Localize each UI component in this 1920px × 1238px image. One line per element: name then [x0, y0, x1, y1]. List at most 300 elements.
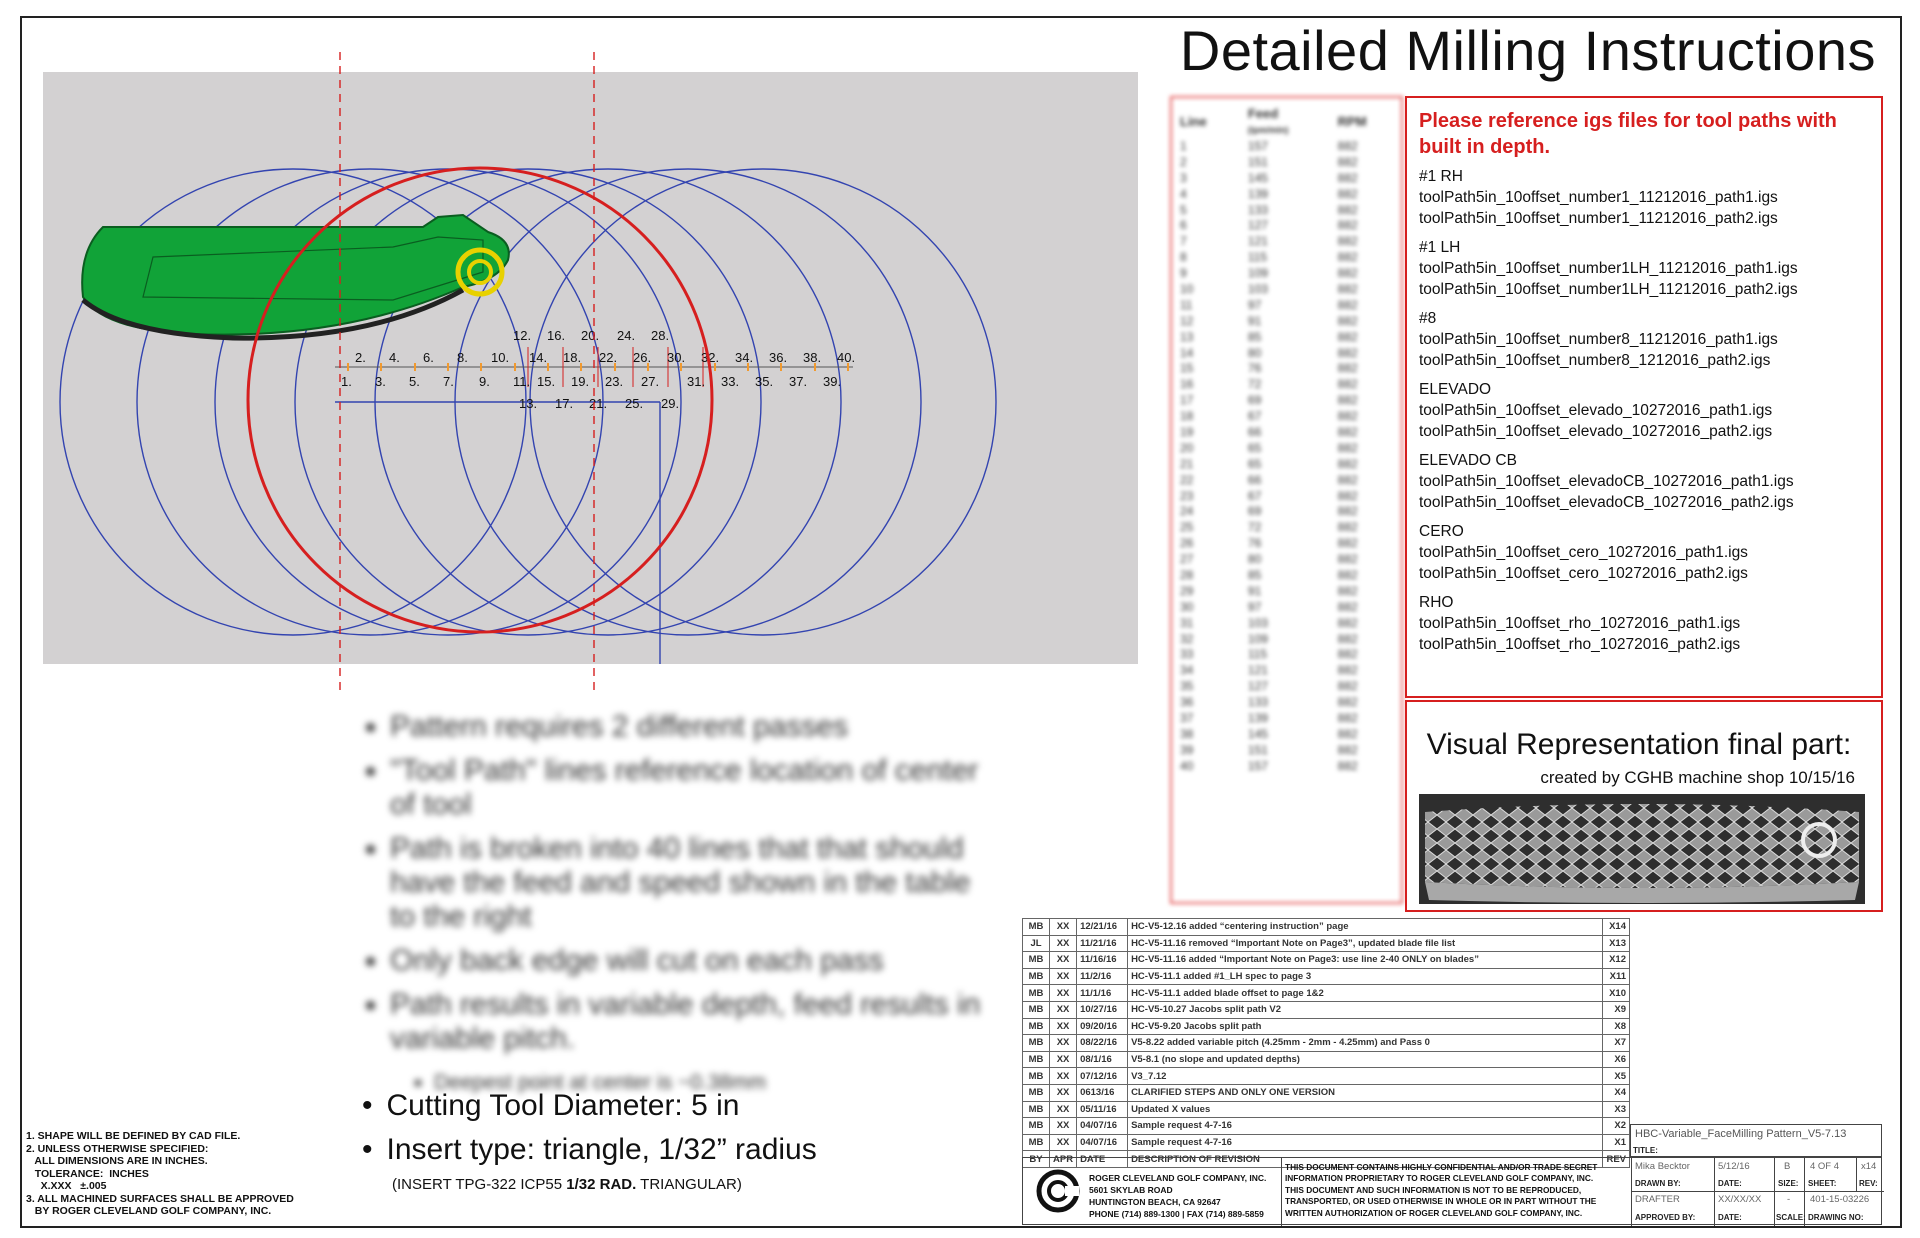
feed-row — [1172, 678, 1401, 694]
revision-cell: XX — [1050, 952, 1077, 969]
feed-cell: 97 — [1247, 297, 1262, 312]
instruction-item: • Pattern requires 2 different passes — [390, 710, 982, 744]
revision-row — [1023, 1118, 1630, 1135]
feed-speed-table — [1170, 96, 1403, 904]
feed-row — [1172, 424, 1401, 440]
feed-cell: 121 — [1247, 234, 1268, 249]
revision-cell: XX — [1050, 919, 1077, 936]
feed-cell: 115 — [1247, 250, 1268, 265]
note-line: 1. SHAPE WILL BE DEFINED BY CAD FILE. — [26, 1130, 241, 1142]
revision-row — [1023, 1068, 1630, 1085]
reference-group — [1419, 308, 1869, 371]
note-line: ALL DIMENSIONS ARE IN INCHES. — [26, 1155, 208, 1167]
feed-row — [1172, 758, 1401, 774]
feed-cell: 66 — [1247, 472, 1262, 487]
feed-cell: 103 — [1247, 281, 1268, 296]
feed-cell: 882 — [1337, 695, 1358, 710]
feed-cell: 72 — [1247, 377, 1262, 392]
revision-cell: 07/12/16 — [1077, 1068, 1128, 1085]
path-line-label: 9. — [479, 374, 490, 389]
reference-group-name: #8 — [1419, 310, 1437, 327]
feed-cell: 26 — [1180, 536, 1194, 551]
feed-row — [1172, 615, 1401, 631]
feed-cell: 115 — [1247, 647, 1268, 662]
revision-cell: MB — [1023, 952, 1050, 969]
feed-cell: 33 — [1180, 647, 1194, 662]
feed-cell: 16 — [1180, 377, 1194, 392]
feed-cell: 14 — [1180, 345, 1194, 360]
feed-cell: 139 — [1247, 186, 1268, 201]
revision-cell: XX — [1050, 1051, 1077, 1068]
path-line-label: 1. — [341, 374, 352, 389]
path-line-label: 21. — [589, 396, 608, 411]
feed-row — [1172, 297, 1401, 313]
revision-cell: X10 — [1603, 985, 1630, 1002]
feed-cell: 882 — [1337, 472, 1358, 487]
igs-file-name: toolPath5in_10offset_cero_10272016_path2.igs — [1419, 565, 1748, 582]
path-line-label: 26. — [633, 350, 652, 365]
path-line-label: 35. — [755, 374, 774, 389]
feed-cell: 151 — [1247, 154, 1268, 169]
feed-cell: 882 — [1337, 345, 1358, 360]
revision-cell: X7 — [1603, 1035, 1630, 1052]
revision-row — [1023, 1134, 1630, 1151]
feed-cell: 4 — [1180, 186, 1187, 201]
igs-file-name: toolPath5in_10offset_elevado_10272016_path1.igs — [1419, 402, 1773, 419]
feed-cell: 6 — [1180, 218, 1187, 233]
feed-cell: 21 — [1180, 456, 1194, 471]
reference-group-name: ELEVADO CB — [1419, 452, 1517, 469]
instruction-item: • "Tool Path" lines reference location of center of tool — [390, 754, 982, 822]
igs-file-name: toolPath5in_10offset_number1LH_11212016_path1.igs — [1419, 260, 1798, 277]
reference-group — [1419, 450, 1869, 513]
visual-representation-box — [1405, 700, 1883, 912]
revision-cell: 05/11/16 — [1077, 1101, 1128, 1118]
revision-cell: 04/07/16 — [1077, 1134, 1128, 1151]
feed-row — [1172, 440, 1401, 456]
revision-cell: MB — [1023, 1084, 1050, 1101]
feed-cell: 27 — [1180, 552, 1194, 567]
revision-cell: 11/1/16 — [1077, 985, 1128, 1002]
revision-cell: 11/16/16 — [1077, 952, 1128, 969]
feed-cell: 5 — [1180, 202, 1187, 217]
tool-outline-circle — [248, 168, 712, 632]
igs-file-name: toolPath5in_10offset_cero_10272016_path1.igs — [1419, 544, 1748, 561]
instruction-item: • Path results in variable depth, feed results in variable pitch. — [390, 988, 982, 1056]
feed-cell: 80 — [1247, 345, 1262, 360]
feed-cell: 882 — [1337, 504, 1358, 519]
feed-cell: 882 — [1337, 440, 1358, 455]
feed-cell: 151 — [1247, 742, 1268, 757]
feed-cell: 882 — [1337, 663, 1358, 678]
feed-cell: 15 — [1180, 361, 1194, 376]
feed-cell: 3 — [1180, 170, 1187, 185]
reference-group — [1419, 166, 1869, 229]
insert-note: (INSERT TPG-322 ICP55 1/32 RAD. TRIANGULAR) — [392, 1176, 742, 1193]
note-line: TOLERANCE: INCHES — [26, 1167, 149, 1180]
note-line: 3. ALL MACHINED SURFACES SHALL BE APPROVED — [26, 1192, 294, 1205]
path-line-label: 13. — [519, 396, 538, 411]
revision-cell: XX — [1050, 985, 1077, 1002]
revision-cell: X8 — [1603, 1018, 1630, 1035]
igs-file-name: toolPath5in_10offset_elevadoCB_10272016_path1.igs — [1419, 473, 1794, 490]
feed-cell: 882 — [1337, 647, 1358, 662]
revision-cell: MB — [1023, 1134, 1050, 1151]
feed-cell: 8 — [1180, 250, 1187, 265]
feed-cell: 35 — [1180, 679, 1194, 694]
rev-value: x14 — [1861, 1161, 1877, 1172]
revision-row — [1023, 1101, 1630, 1118]
feed-cell: 882 — [1337, 218, 1358, 233]
reference-group-name: CERO — [1419, 523, 1464, 540]
feed-cell: 12 — [1180, 313, 1194, 328]
feed-cell: 133 — [1247, 695, 1268, 710]
feed-cell: 9 — [1180, 266, 1187, 281]
path-line-label: 18. — [563, 350, 582, 365]
feed-cell: 133 — [1247, 202, 1268, 217]
feed-cell: 127 — [1247, 679, 1268, 694]
feed-cell: 882 — [1337, 599, 1358, 614]
igs-file-name: toolPath5in_10offset_rho_10272016_path1.igs — [1419, 615, 1741, 632]
feed-cell: 34 — [1180, 663, 1194, 678]
revision-cell: V5-8.1 (no slope and updated depths) — [1128, 1051, 1603, 1068]
reference-group — [1419, 237, 1869, 300]
feed-row — [1172, 551, 1401, 567]
feed-cell: 69 — [1247, 393, 1262, 408]
feed-row — [1172, 154, 1401, 170]
reference-group — [1419, 521, 1869, 584]
path-line-label: 2. — [355, 350, 366, 365]
revision-cell: 08/1/16 — [1077, 1051, 1128, 1068]
revision-cell: XX — [1050, 968, 1077, 985]
feed-cell: 18 — [1180, 409, 1194, 424]
path-line-label: 40. — [837, 350, 856, 365]
feed-row — [1172, 202, 1401, 218]
path-line-label: 38. — [803, 350, 822, 365]
feed-row — [1172, 281, 1401, 297]
drawing-title-cell: HBC-Variable_FaceMilling Pattern_V5-7.13 TITLE: — [1630, 1124, 1882, 1157]
revision-cell: V3_7.12 — [1128, 1068, 1603, 1085]
revision-cell: 0613/16 — [1077, 1084, 1128, 1101]
revision-cell: 10/27/16 — [1077, 1001, 1128, 1018]
path-line-label: 6. — [423, 350, 434, 365]
path-line-label: 22. — [599, 350, 618, 365]
size-value: B — [1784, 1161, 1791, 1172]
igs-file-name: toolPath5in_10offset_number1_11212016_path1.igs — [1419, 189, 1778, 206]
feed-cell: 882 — [1337, 615, 1358, 630]
revision-cell: XX — [1050, 1035, 1077, 1052]
feed-row — [1172, 249, 1401, 265]
feed-cell: 97 — [1247, 599, 1262, 614]
revision-cell: HC-V5-11.16 removed “Important Note on Page3”, updated blade file list — [1128, 935, 1603, 952]
feed-cell: 10 — [1180, 281, 1194, 296]
visual-title: Visual Representation final part: — [1426, 728, 1852, 761]
feed-cell: 882 — [1337, 377, 1358, 392]
feed-cell: 80 — [1247, 552, 1262, 567]
feed-cell: 19 — [1180, 424, 1194, 439]
path-line-label: 36. — [769, 350, 788, 365]
feed-row — [1172, 392, 1401, 408]
feed-cell: 39 — [1180, 742, 1194, 757]
reference-heading: Please reference igs files for tool paths with built in depth. — [1419, 110, 1837, 158]
revision-cell: HC-V5-11.16 added “Important Note on Page3: use line 2-40 ONLY on blades” — [1128, 952, 1603, 969]
feed-row — [1172, 472, 1401, 488]
feed-cell: 76 — [1247, 361, 1262, 376]
feed-cell: 157 — [1247, 758, 1268, 773]
path-line-label: 17. — [555, 396, 574, 411]
path-line-label: 11. — [513, 374, 531, 389]
revision-row — [1023, 1001, 1630, 1018]
feed-cell: 23 — [1180, 488, 1194, 503]
sheet-value: 4 OF 4 — [1810, 1161, 1840, 1172]
page-title: Detailed Milling Instructions — [1179, 19, 1876, 82]
revision-cell: XX — [1050, 1084, 1077, 1101]
revision-cell: X12 — [1603, 952, 1630, 969]
revision-cell: X2 — [1603, 1118, 1630, 1135]
feed-cell: 72 — [1247, 520, 1262, 535]
path-line-label: 27. — [641, 374, 660, 389]
feed-cell: 882 — [1337, 679, 1358, 694]
igs-file-name: toolPath5in_10offset_number8_11212016_path1.igs — [1419, 331, 1778, 348]
feed-cell: 13 — [1180, 329, 1194, 344]
feed-row — [1172, 694, 1401, 710]
revision-cell: XX — [1050, 1001, 1077, 1018]
revision-row — [1023, 968, 1630, 985]
revision-cell: X4 — [1603, 1084, 1630, 1101]
revision-header-row: BY APR DATE DESCRIPTION OF REVISION REV — [1023, 1151, 1630, 1168]
feed-cell: 76 — [1247, 536, 1262, 551]
revision-cell: X14 — [1603, 919, 1630, 936]
final-part-photo — [1419, 794, 1865, 904]
confidentiality-notice: THIS DOCUMENT CONTAINS HIGHLY CONFIDENTIAL AND/OR TRADE SECRET INFORMATION PROPRIETARY TO ROGER CLEVELAND GOLF COMPANY, INC. THIS DOCUMENT AND SUCH INFORMATION IS NOT TO BE REPRODUCED, TRANSPORTED, OR USED OTHERWISE IN WHOLE OR IN PART WITHOUT THE WRITTEN AUTHORIZATION OF ROGER CLEVELAND GOLF COMPANY, INC. — [1285, 1162, 1598, 1218]
feed-cell: 882 — [1337, 250, 1358, 265]
feed-cell: 32 — [1180, 631, 1194, 646]
reference-group-name: ELEVADO — [1419, 381, 1492, 398]
revision-cell: MB — [1023, 1051, 1050, 1068]
feed-cell: 11 — [1180, 297, 1193, 312]
revision-cell: X5 — [1603, 1068, 1630, 1085]
revision-cell: XX — [1050, 1068, 1077, 1085]
revision-row — [1023, 935, 1630, 952]
feed-row — [1172, 138, 1401, 154]
igs-file-name: toolPath5in_10offset_elevado_10272016_path2.igs — [1419, 423, 1773, 440]
feed-cell: 25 — [1180, 520, 1194, 535]
drawing-number-value: 401-15-03226 — [1810, 1194, 1870, 1205]
feed-cell: 882 — [1337, 393, 1358, 408]
col-line-header: Line — [1180, 113, 1207, 129]
revision-cell: MB — [1023, 1068, 1050, 1085]
feed-row — [1172, 599, 1401, 615]
feed-row — [1172, 313, 1401, 329]
feed-row — [1172, 726, 1401, 742]
path-line-label: 37. — [789, 374, 808, 389]
revision-cell: JL — [1023, 935, 1050, 952]
feed-row — [1172, 710, 1401, 726]
feed-cell: 882 — [1337, 297, 1358, 312]
revision-cell: X11 — [1603, 968, 1630, 985]
revision-cell: HC-V5-9.20 Jacobs split path — [1128, 1018, 1603, 1035]
feed-cell: 36 — [1180, 695, 1194, 710]
path-line-label: 23. — [605, 374, 624, 389]
feed-cell: 38 — [1180, 726, 1194, 741]
revision-cell: X13 — [1603, 935, 1630, 952]
revision-cell: 11/2/16 — [1077, 968, 1128, 985]
revision-cell: 08/22/16 — [1077, 1035, 1128, 1052]
revision-cell: MB — [1023, 1118, 1050, 1135]
revision-cell: MB — [1023, 1101, 1050, 1118]
revision-table — [1022, 918, 1630, 1168]
revision-cell: 04/07/16 — [1077, 1118, 1128, 1135]
feed-cell: 882 — [1337, 583, 1358, 598]
revision-row — [1023, 985, 1630, 1002]
feed-cell: 24 — [1180, 504, 1194, 519]
feed-row — [1172, 631, 1401, 647]
feed-cell: 882 — [1337, 631, 1358, 646]
path-line-label: 8. — [457, 350, 468, 365]
path-line-label: 10. — [491, 350, 510, 365]
tool-diameter-item: • Cutting Tool Diameter: 5 in — [362, 1089, 740, 1122]
feed-row — [1172, 535, 1401, 551]
drawn-by-value: Mika Becktor — [1635, 1161, 1690, 1172]
path-line-label: 31. — [687, 374, 706, 389]
feed-row — [1172, 488, 1401, 504]
feed-cell: 882 — [1337, 711, 1358, 725]
igs-file-name: toolPath5in_10offset_number8_1212016_path2.igs — [1419, 352, 1771, 369]
feed-cell: 139 — [1247, 711, 1268, 725]
scale-value: - — [1787, 1194, 1791, 1205]
overlay-svg — [0, 0, 1140, 700]
instructions-list-blurred — [362, 710, 982, 1110]
feed-row — [1172, 456, 1401, 472]
feed-cell: 40 — [1180, 758, 1194, 773]
revision-row — [1023, 952, 1630, 969]
revision-row — [1023, 919, 1630, 936]
path-line-label: 5. — [409, 374, 420, 389]
insert-type-item: • Insert type: triangle, 1/32” radius — [362, 1133, 817, 1166]
feed-cell: 85 — [1247, 329, 1262, 344]
revision-cell: MB — [1023, 1001, 1050, 1018]
feed-row — [1172, 503, 1401, 519]
path-line-label: 32. — [701, 350, 720, 365]
feed-row — [1172, 329, 1401, 345]
feed-cell: 85 — [1247, 567, 1262, 582]
reference-group — [1419, 592, 1869, 655]
feed-cell: 65 — [1247, 440, 1262, 455]
instruction-subitem: ▪ Deepest point at center is ~0.38mm — [434, 1066, 982, 1100]
feed-cell: 20 — [1180, 440, 1194, 455]
feed-cell: 67 — [1247, 488, 1262, 503]
revision-cell: MB — [1023, 1035, 1050, 1052]
feed-cell: 882 — [1337, 329, 1358, 344]
feed-row — [1172, 186, 1401, 202]
revision-cell: Updated X values — [1128, 1101, 1603, 1118]
feed-cell: 882 — [1337, 234, 1358, 249]
feed-row — [1172, 742, 1401, 758]
igs-file-name: toolPath5in_10offset_rho_10272016_path2.igs — [1419, 636, 1741, 653]
feed-cell: 109 — [1247, 266, 1268, 281]
feed-row — [1172, 647, 1401, 663]
feed-cell: 882 — [1337, 456, 1358, 471]
instruction-item: • Path is broken into 40 lines that that should have the feed and speed shown in the table to the right — [390, 832, 982, 934]
feed-cell: 882 — [1337, 424, 1358, 439]
feed-cell: 22 — [1180, 472, 1194, 487]
path-line-label: 25. — [625, 396, 644, 411]
drafter-value: DRAFTER — [1635, 1194, 1680, 1205]
feed-cell: 145 — [1247, 170, 1268, 185]
feed-cell: 882 — [1337, 154, 1358, 169]
feed-cell: 882 — [1337, 552, 1358, 567]
feed-cell: 17 — [1180, 393, 1194, 408]
note-line: X.XXX ±.005 — [26, 1180, 107, 1192]
reference-files-box — [1405, 96, 1883, 698]
feed-cell: 109 — [1247, 631, 1268, 646]
feed-cell: 882 — [1337, 361, 1358, 376]
feed-cell: 66 — [1247, 424, 1262, 439]
path-line-label: 4. — [389, 350, 400, 365]
feed-cell: 882 — [1337, 520, 1358, 535]
feed-cell: 91 — [1247, 583, 1262, 598]
revision-cell: XX — [1050, 1134, 1077, 1151]
feed-row — [1172, 360, 1401, 376]
feed-cell: 65 — [1247, 456, 1262, 471]
feed-cell: 31 — [1180, 615, 1194, 630]
revision-cell: MB — [1023, 985, 1050, 1002]
revision-cell: X6 — [1603, 1051, 1630, 1068]
feed-cell: 1 — [1180, 138, 1187, 153]
visual-subtitle: created by CGHB machine shop 10/15/16 — [1540, 768, 1855, 787]
revision-cell: XX — [1050, 1018, 1077, 1035]
feed-row — [1172, 233, 1401, 249]
date2-value: XX/XX/XX — [1718, 1194, 1762, 1205]
revision-row — [1023, 1084, 1630, 1101]
feed-cell: 882 — [1337, 742, 1358, 757]
igs-file-name: toolPath5in_10offset_number1_11212016_path2.igs — [1419, 210, 1778, 227]
revision-cell: XX — [1050, 1118, 1077, 1135]
feed-cell: 28 — [1180, 567, 1194, 582]
path-line-label: 39. — [823, 374, 842, 389]
feed-row — [1172, 217, 1401, 233]
col-feed-header: Feed (ipm/min) — [1247, 106, 1289, 135]
feed-cell: 7 — [1180, 234, 1187, 249]
feed-cell: 157 — [1247, 138, 1268, 153]
feed-row — [1172, 408, 1401, 424]
path-line-label: 7. — [443, 374, 454, 389]
revision-cell: XX — [1050, 935, 1077, 952]
path-line-label: 34. — [735, 350, 754, 365]
revision-cell: X3 — [1603, 1101, 1630, 1118]
path-line-label: 3. — [375, 374, 386, 389]
path-line-label: 24. — [617, 328, 636, 343]
feed-cell: 121 — [1247, 663, 1268, 678]
feed-cell: 67 — [1247, 409, 1262, 424]
feed-cell: 2 — [1180, 154, 1187, 169]
col-rpm-header: RPM — [1337, 113, 1367, 129]
feed-cell: 30 — [1180, 599, 1194, 614]
feed-cell: 882 — [1337, 536, 1358, 551]
feed-row — [1172, 583, 1401, 599]
feed-cell: 69 — [1247, 504, 1262, 519]
path-line-label: 20. — [581, 328, 600, 343]
path-line-label: 33. — [721, 374, 740, 389]
path-line-label: 16. — [547, 328, 566, 343]
path-line-label: 29. — [661, 396, 680, 411]
revision-row — [1023, 1035, 1630, 1052]
path-line-label: 19. — [571, 374, 590, 389]
feed-cell: 882 — [1337, 266, 1358, 281]
feed-cell: 882 — [1337, 758, 1358, 773]
company-address: ROGER CLEVELAND GOLF COMPANY, INC. 5601 SKYLAB ROAD HUNTINGTON BEACH, CA 92647 PHONE (714) 889-1300 | FAX (714) 889-5859 — [1089, 1173, 1267, 1219]
feed-cell: 882 — [1337, 567, 1358, 582]
